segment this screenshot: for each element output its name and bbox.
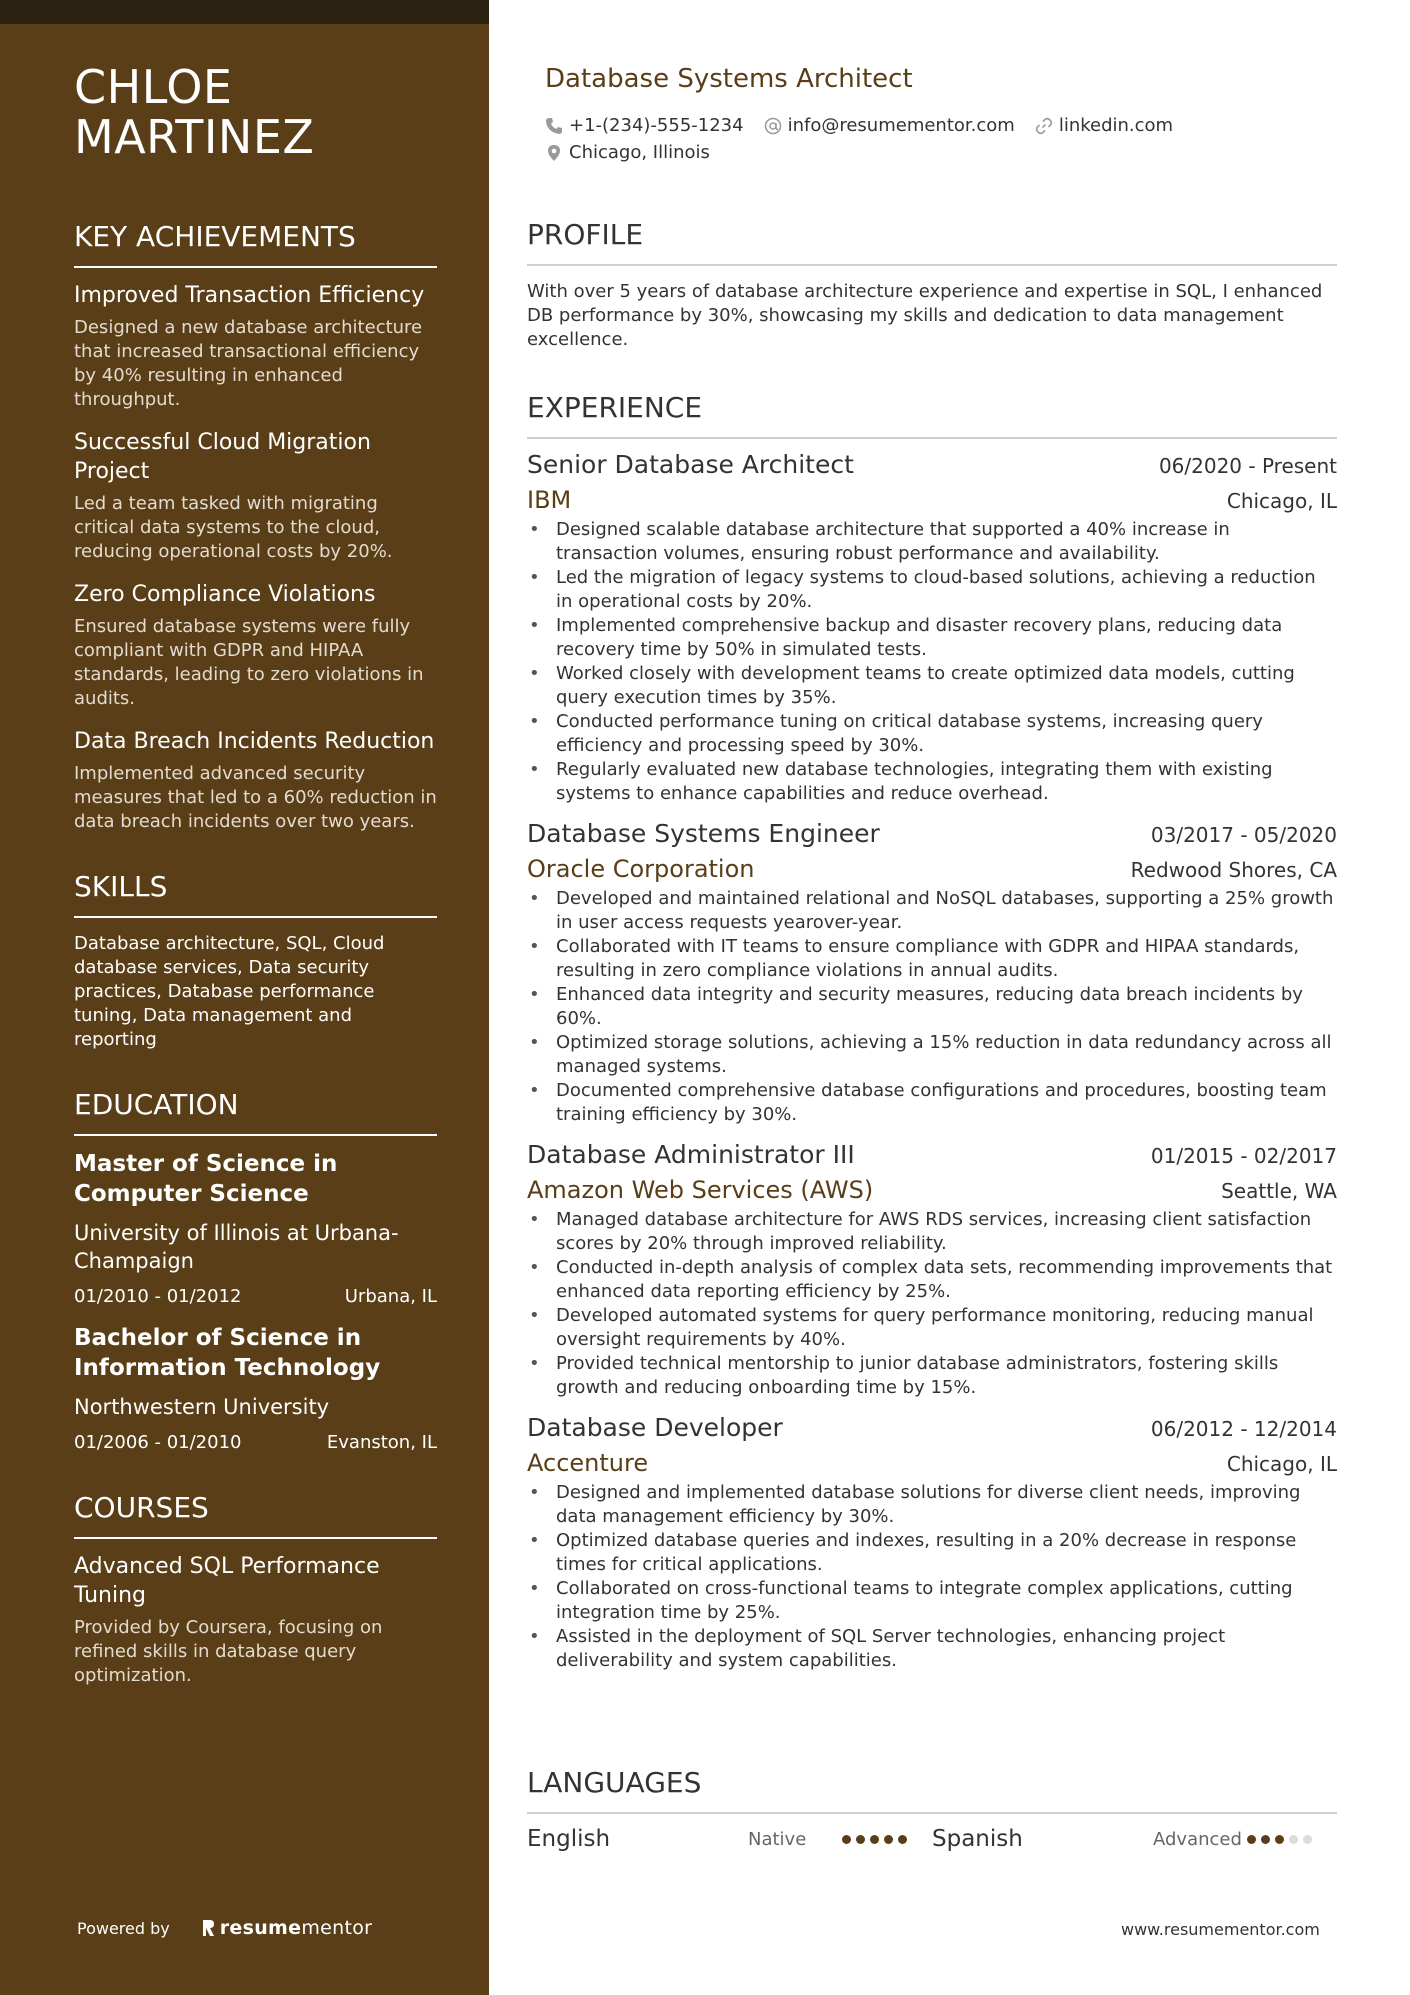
email-text: info@resumementor.com	[787, 115, 1015, 136]
course-title: Advanced SQL Performance Tuning	[74, 1554, 380, 1608]
skills-heading: SKILLS	[74, 870, 437, 918]
language-level: Native	[748, 1828, 807, 1850]
experience-bullets	[527, 518, 1337, 806]
achievement-item	[74, 428, 437, 564]
achievement-title: Data Breach Incidents Reduction	[74, 729, 435, 754]
powered-by-label: Powered by	[77, 1918, 170, 1938]
rating-dot-empty	[1289, 1835, 1298, 1844]
achievement-item	[74, 727, 437, 834]
achievements-list	[74, 281, 437, 834]
experience-header	[527, 1139, 1337, 1171]
achievement-description: Implemented advanced security measures that led to a 60% reduction in data breach incidents over two years.	[74, 763, 437, 832]
experience-role: Database Systems Engineer	[527, 819, 880, 848]
phone-icon	[545, 117, 563, 135]
languages-section	[527, 1766, 1337, 1854]
experience-subheader	[527, 854, 1337, 884]
experience-bullets	[527, 1481, 1337, 1673]
skills-section	[74, 870, 437, 1052]
sidebar-content	[74, 62, 437, 1688]
education-item	[74, 1323, 437, 1455]
footer-url[interactable]: www.resumementor.com	[1121, 1920, 1320, 1939]
experience-bullet: • Managed database architecture for AWS RDS services, increasing client satisfaction scores by 20% through improved reliability.	[527, 1208, 1337, 1256]
languages-list	[527, 1824, 1337, 1854]
experience-header	[527, 449, 1337, 481]
experience-section	[527, 391, 1337, 1673]
experience-bullet: • Collaborated with IT teams to ensure compliance with GDPR and HIPAA standards, resulting in zero compliance violations in annual audits.	[527, 935, 1337, 983]
experience-company: IBM	[527, 486, 572, 514]
education-school: University of Illinois at Urbana-Champaign	[74, 1221, 399, 1273]
education-location: Urbana, IL	[344, 1286, 437, 1307]
experience-location: Chicago, IL	[1226, 1452, 1337, 1476]
education-dates: 01/2006 - 01/2010	[74, 1432, 242, 1453]
rating-dot-filled	[870, 1835, 879, 1844]
experience-bullets	[527, 887, 1337, 1127]
experience-bullets	[527, 1208, 1337, 1400]
experience-bullet: • Developed and maintained relational and NoSQL databases, supporting a 25% growth in user access requests yearover-year.	[527, 887, 1337, 935]
experience-bullet: • Collaborated on cross-functional teams to integrate complex applications, cutting integration time by 25%.	[527, 1577, 1337, 1625]
rating-dot-filled	[884, 1835, 893, 1844]
experience-dates: 01/2015 - 02/2017	[1150, 1144, 1337, 1168]
language-rating	[1247, 1835, 1317, 1844]
email[interactable]	[764, 115, 1015, 136]
experience-item	[527, 449, 1337, 806]
courses-heading: COURSES	[74, 1491, 437, 1539]
experience-bullet: • Conducted performance tuning on critical database systems, increasing query efficiency and processing speed by 30%.	[527, 710, 1337, 758]
experience-company: Amazon Web Services (AWS)	[527, 1176, 874, 1204]
experience-item	[527, 1139, 1337, 1400]
experience-subheader	[527, 485, 1337, 515]
experience-dates: 06/2020 - Present	[1158, 454, 1337, 478]
rating-dot-empty	[1303, 1835, 1312, 1844]
experience-item	[527, 818, 1337, 1127]
language-rating	[842, 1835, 912, 1844]
skills-text: Database architecture, SQL, Cloud database services, Data security practices, Database performance tuning, Data management and reporting	[74, 933, 385, 1050]
location	[545, 142, 710, 163]
experience-company: Accenture	[527, 1449, 649, 1477]
rating-dot-filled	[1261, 1835, 1270, 1844]
phone[interactable]	[545, 115, 744, 136]
achievements-heading: KEY ACHIEVEMENTS	[74, 220, 437, 268]
candidate-name: CHLOE MARTINEZ	[74, 60, 315, 164]
courses-section	[74, 1491, 437, 1688]
link-icon	[1035, 117, 1053, 135]
education-item	[74, 1149, 437, 1309]
experience-location: Seattle, WA	[1221, 1179, 1337, 1203]
course-description: Provided by Coursera, focusing on refined skills in database query optimization.	[74, 1617, 383, 1686]
phone-text: +1-(234)-555-1234	[569, 115, 744, 136]
experience-bullet: • Optimized storage solutions, achieving a 15% reduction in data redundancy across all managed systems.	[527, 1031, 1337, 1079]
experience-header	[527, 1412, 1337, 1444]
rating-dot-filled	[898, 1835, 907, 1844]
achievement-item	[74, 580, 437, 711]
experience-location: Redwood Shores, CA	[1130, 858, 1337, 882]
contact-info	[545, 112, 1325, 166]
experience-role: Database Administrator III	[527, 1140, 855, 1169]
map-pin-icon	[545, 144, 563, 162]
experience-subheader	[527, 1448, 1337, 1478]
experience-bullet: • Developed automated systems for query performance monitoring, reducing manual oversight requirements by 40%.	[527, 1304, 1337, 1352]
courses-list	[74, 1552, 437, 1688]
rating-dot-filled	[856, 1835, 865, 1844]
experience-dates: 03/2017 - 05/2020	[1150, 823, 1337, 847]
achievement-item	[74, 281, 437, 412]
profile-heading: PROFILE	[527, 218, 1337, 266]
achievement-description: Ensured database systems were fully compliant with GDPR and HIPAA standards, leading to zero violations in audits.	[74, 616, 424, 709]
achievements-section	[74, 220, 437, 834]
experience-bullet: • Assisted in the deployment of SQL Server technologies, enhancing project deliverability and system capabilities.	[527, 1625, 1337, 1673]
experience-subheader	[527, 1175, 1337, 1205]
experience-bullet: • Worked closely with development teams to create optimized data models, cutting query execution times by 35%.	[527, 662, 1337, 710]
education-degree: Bachelor of Science in Information Technology	[74, 1325, 381, 1381]
language-item	[527, 1826, 932, 1852]
language-item	[932, 1826, 1337, 1852]
experience-dates: 06/2012 - 12/2014	[1150, 1417, 1337, 1441]
experience-list	[527, 449, 1337, 1673]
language-name: Spanish	[932, 1826, 1023, 1852]
language-name: English	[527, 1826, 611, 1852]
sidebar	[0, 0, 489, 1995]
sidebar-top-bar	[0, 0, 489, 24]
achievement-title: Successful Cloud Migration Project	[74, 430, 371, 484]
experience-bullet: • Led the migration of legacy systems to cloud-based solutions, achieving a reduction in operational costs by 20%.	[527, 566, 1337, 614]
education-location: Evanston, IL	[326, 1432, 437, 1453]
at-sign-icon	[764, 117, 782, 135]
rating-dot-filled	[842, 1835, 851, 1844]
linkedin-text: linkedin.com	[1058, 115, 1174, 136]
powered-by	[77, 1917, 372, 1939]
job-title: Database Systems Architect	[545, 64, 913, 94]
education-degree: Master of Science in Computer Science	[74, 1151, 338, 1207]
achievement-description: Designed a new database architecture that increased transactional efficiency by 40% resulting in enhanced throughput.	[74, 317, 423, 410]
brand-light: mentor	[301, 1917, 373, 1939]
achievement-title: Zero Compliance Violations	[74, 582, 376, 607]
experience-bullet: • Provided technical mentorship to junior database administrators, fostering skills growth and reducing onboarding time by 15%.	[527, 1352, 1337, 1400]
profile-text: With over 5 years of database architecture experience and expertise in SQL, I enhanced DB performance by 30%, showcasing my skills and dedication to data management excellence.	[527, 281, 1323, 350]
education-list	[74, 1149, 437, 1455]
experience-heading: EXPERIENCE	[527, 391, 1337, 439]
experience-role: Database Developer	[527, 1413, 783, 1442]
experience-bullet: • Designed scalable database architecture that supported a 40% increase in transaction volumes, ensuring robust performance and availability.	[527, 518, 1337, 566]
experience-bullet: • Regularly evaluated new database technologies, integrating them with existing systems to enhance capabilities and reduce overhead.	[527, 758, 1337, 806]
experience-bullet: • Enhanced data integrity and security measures, reducing data breach incidents by 60%.	[527, 983, 1337, 1031]
languages-heading: LANGUAGES	[527, 1766, 1337, 1814]
brand-bold: resume	[219, 1917, 302, 1939]
experience-bullet: • Designed and implemented database solutions for diverse client needs, improving data management efficiency by 30%.	[527, 1481, 1337, 1529]
linkedin[interactable]	[1035, 115, 1173, 136]
experience-company: Oracle Corporation	[527, 855, 755, 883]
achievement-description: Led a team tasked with migrating critical data systems to the cloud, reducing operational costs by 20%.	[74, 493, 393, 562]
location-text: Chicago, Illinois	[569, 142, 710, 163]
experience-location: Chicago, IL	[1226, 489, 1337, 513]
experience-bullet: • Documented comprehensive database configurations and procedures, boosting team training efficiency by 30%.	[527, 1079, 1337, 1127]
experience-bullet: • Conducted in-depth analysis of complex data sets, recommending improvements that enhanced data reporting efficiency by 25%.	[527, 1256, 1337, 1304]
experience-role: Senior Database Architect	[527, 450, 854, 479]
education-school: Northwestern University	[74, 1395, 330, 1419]
education-section	[74, 1088, 437, 1455]
achievement-title: Improved Transaction Efficiency	[74, 283, 425, 308]
brand-logo[interactable]	[200, 1917, 373, 1939]
experience-bullet: • Implemented comprehensive backup and disaster recovery plans, reducing data recovery time by 50% in simulated tests.	[527, 614, 1337, 662]
rating-dot-filled	[1275, 1835, 1284, 1844]
experience-item	[527, 1412, 1337, 1673]
education-heading: EDUCATION	[74, 1088, 437, 1136]
education-dates: 01/2010 - 01/2012	[74, 1286, 242, 1307]
rating-dot-filled	[1247, 1835, 1256, 1844]
contact-row-1	[545, 112, 1325, 139]
resumementor-logo-icon	[200, 1918, 216, 1938]
contact-row-2	[545, 139, 1325, 166]
profile-section	[527, 218, 1337, 352]
experience-bullet: • Optimized database queries and indexes, resulting in a 20% decrease in response times for critical applications.	[527, 1529, 1337, 1577]
language-level: Advanced	[1153, 1828, 1242, 1850]
education-meta	[74, 1285, 437, 1309]
experience-header	[527, 818, 1337, 850]
education-meta	[74, 1431, 437, 1455]
